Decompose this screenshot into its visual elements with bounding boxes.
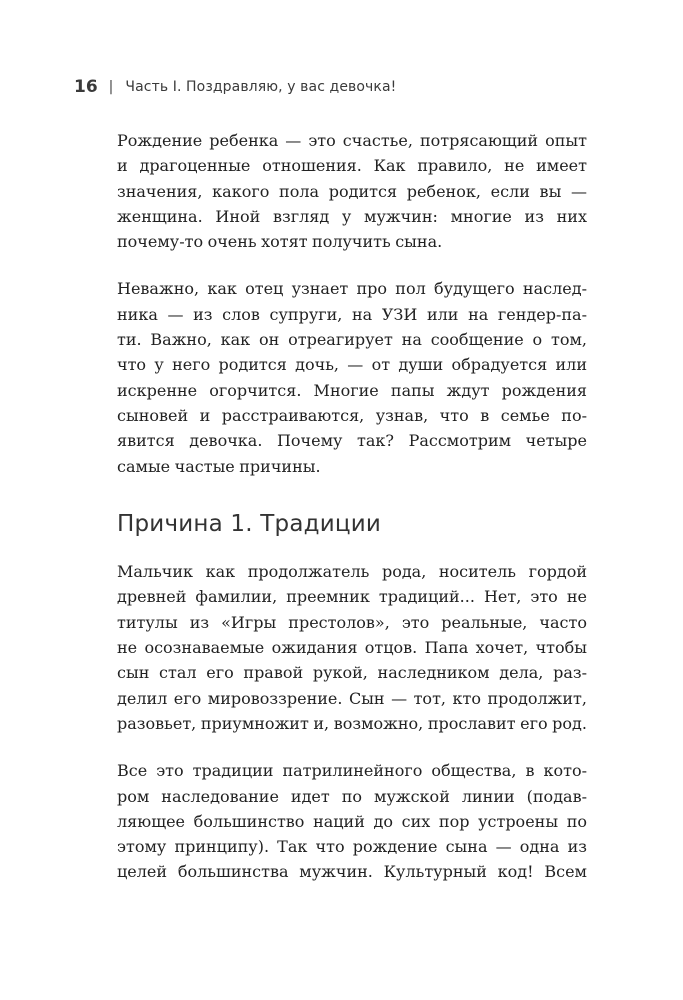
text-line: этому принципу). Так что рождение сына — одна из	[117, 837, 587, 857]
text-line: Все это традиции патрилинейного общества, в кото-	[117, 761, 587, 781]
text-line: Мальчик как продолжатель рода, носитель гордой	[117, 562, 587, 582]
paragraph-3	[117, 559, 587, 736]
text-line: Неважно, как отец узнает про пол будущего наслед-	[117, 279, 587, 299]
text-line: и драгоценные отношения. Как правило, не имеет	[117, 156, 587, 176]
text-line: искренне огорчится. Многие папы ждут рождения	[117, 380, 587, 400]
text-line: самые частые причины.	[117, 456, 321, 476]
text-line: целей большинства мужчин. Культурный код! Всем	[117, 862, 587, 882]
text-line: делил его мировоззрение. Сын — тот, кто продолжит,	[117, 688, 587, 708]
page-body	[117, 128, 587, 907]
text-line: почему-то очень хотят получить сына.	[117, 232, 443, 252]
text-line: титулы из «Игры престолов», это реальные, часто	[117, 612, 587, 632]
text-line: разовьет, приумножит и, возможно, прославит его род.	[117, 713, 587, 733]
paragraph-4	[117, 758, 587, 884]
text-line: древней фамилии, преемник традиций... Нет, это не	[117, 587, 587, 607]
text-line: ти. Важно, как он отреагирует на сообщение о том,	[117, 330, 587, 350]
text-line: ром наследование идет по мужской линии (подав-	[117, 786, 587, 806]
text-line: ника — из слов супруги, на УЗИ или на гендер-па-	[117, 304, 587, 324]
text-line: не осознаваемые ожидания отцов. Папа хочет, чтобы	[117, 638, 587, 658]
header-separator: |	[108, 79, 114, 95]
text-line: значения, какого пола родится ребенок, если вы —	[117, 181, 587, 201]
text-line: явится девочка. Почему так? Рассмотрим четыре	[117, 431, 587, 451]
text-line: ляющее большинство наций до сих пор устроены по	[117, 811, 587, 831]
paragraph-2	[117, 276, 587, 478]
text-line: сын стал его правой рукой, наследником дела, раз-	[117, 663, 587, 683]
page-header	[74, 77, 396, 97]
text-line: Рождение ребенка — это счастье, потрясающий опыт	[117, 131, 587, 150]
page-number: 16	[74, 77, 98, 97]
text-line: что у него родится дочь, — от души обрадуется или	[117, 355, 587, 375]
text-line: сыновей и расстраиваются, узнав, что в семье по-	[117, 405, 587, 425]
running-title: Часть I. Поздравляю, у вас девочка!	[125, 79, 397, 95]
paragraph-1	[117, 128, 587, 254]
section-heading: Причина 1. Традиции	[117, 510, 382, 537]
text-line: женщина. Иной взгляд у мужчин: многие из них	[117, 206, 587, 226]
